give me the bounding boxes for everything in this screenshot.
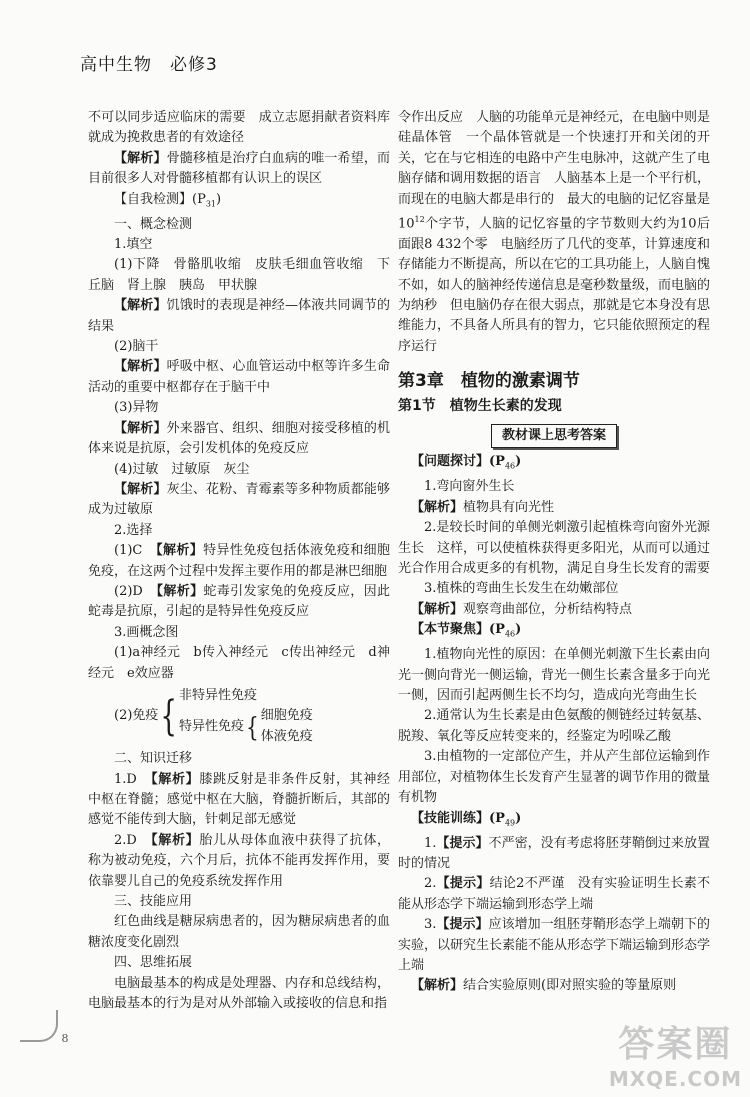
- paragraph: 三、技能应用: [114, 894, 193, 910]
- paragraph: (1)C 【解析】特异性免疫包括体液免疫和细胞免疫，在这两个过程中发挥主要作用的都是淋巴细胞: [88, 543, 390, 579]
- paragraph: 1.D 【解析】膝跳反射是非条件反射，其神经中枢在脊髓；感觉中枢在大脑，脊髓折断后，其部的感觉不能传到大脑，针刺足部无感觉: [88, 771, 390, 828]
- right-column: [398, 108, 710, 997]
- concept-root: (2)免疫: [114, 708, 159, 724]
- left-column: [88, 108, 390, 1014]
- paragraph: (2)D 【解析】蛇毒引发家兔的免疫反应，因此蛇毒是抗原，引起的是特异性免疫反应: [88, 583, 390, 620]
- concept-node: 体液免疫: [260, 728, 313, 744]
- paragraph: 【解析】结合实验原则(即对照实验的等量原则: [411, 978, 677, 994]
- paragraph: 1.弯向窗外生长: [424, 479, 515, 495]
- paragraph: 电脑最基本的构成是处理器、内存和总线结构，电脑最基本的行为是对从外部输入或接收的信息和指: [88, 975, 390, 1012]
- paragraph: 1.【提示】不严密，没有考虑将胚芽鞘倒过来放置时的情况: [398, 835, 710, 871]
- brace-icon: {: [160, 692, 177, 741]
- paragraph: 【自我检测】$(P_{31})$: [114, 191, 222, 209]
- paragraph: 2.是较长时间的单侧光刺激引起植株弯向窗外光源生长 这样，可以使植株获得更多阳光，从而可以通过光合作用合成更多的有机物，满足自身生长发育的需要: [398, 520, 711, 577]
- concept-node: 特异性免疫: [178, 718, 244, 734]
- paragraph: 【解析】植物具有向光性: [411, 499, 555, 515]
- paragraph: 【技能训练】$(P_{49})$: [411, 810, 522, 828]
- paragraph: 2.D 【解析】胎儿从母体血液中获得了抗体，称为被动免疫，六个月后，抗体不能再发挥作用，要依靠婴儿自己的免疫系统发挥作用: [88, 832, 390, 889]
- paragraph: 【解析】骨髓移植是治疗白血病的唯一希望，而目前很多人对骨髓移植都有认识上的误区: [88, 150, 390, 187]
- paragraph: (2)脑干: [114, 339, 159, 355]
- paragraph: 3.由植物的一定部位产生，并从产生部位运输到作用部位，对植物体生长发育产生显著的调节作用的微量有机物: [398, 749, 711, 806]
- paragraph: 【问题探讨】$(P_{46})$: [411, 454, 522, 472]
- paragraph: 1.填空: [114, 237, 153, 253]
- paragraph: 四、思维拓展: [114, 955, 193, 971]
- concept-node: 非特异性免疫: [178, 687, 257, 703]
- section-title: 第1节 植物生长素的发现: [398, 397, 562, 414]
- answer-box-label: 教材课上思考答案: [491, 424, 617, 448]
- immune-concept-map: [88, 686, 390, 747]
- paragraph: 二、知识迁移: [114, 751, 193, 767]
- paragraph: 【解析】外来器官、组织、细胞对接受移植的机体来说是抗原，会引发机体的免疫反应: [88, 420, 390, 457]
- paragraph: (1)下降 骨骼肌收缩 皮肤毛细血管收缩 下丘脑 肾上腺 胰岛 甲状腺: [88, 257, 390, 293]
- paragraph: 【解析】观察弯曲部位，分析结构特点: [411, 601, 633, 617]
- paragraph: 红色曲线是糖尿病患者的，因为糖尿病患者的血糖浓度变化剧烈: [88, 914, 390, 950]
- paragraph: 【本节聚焦】$(P_{46})$: [411, 622, 522, 639]
- page-curl-icon: [20, 1010, 58, 1042]
- brace-icon: {: [245, 711, 259, 743]
- paragraph: 1.植物向光性的原因：在单侧光刺激下生长素由向光一侧向背光一侧运输，背光一侧生长素含量多于向光一侧，因而引起两侧生长不均匀，造成向光弯曲生长: [398, 647, 711, 704]
- paragraph: (1)a神经元 b传入神经元 c传出神经元 d神经元 e效应器: [88, 645, 390, 681]
- page-number: 8: [20, 1010, 69, 1045]
- paragraph: 令作出反应 人脑的功能单元是神经元，在电脑中则是硅晶体管 一个晶体管就是一个快速打开和关闭的开关，它在与它相连的电路中产生电脉冲，这就产生了电脑存储和调用数据的语言 人脑基本上是一个平行机，而现在的电脑大都是串行的 最大的电脑的记忆容量是$10^{12}$个字节，人脑的记忆容量的字节数则大约为10后面跟8 432个零 电脑经历了几代的变革，计算速度和存储能力不断提高，所以在它的工具功能上，人脑自愧不如，如人的脑神经传递信息是毫秒数量级，而电脑的为纳秒 但电脑仍存在很大弱点，那就是它本身没有思维能力，不具备人所具有的智力，它只能依照预定的程序运行: [398, 110, 711, 354]
- paragraph: 3.画概念图: [114, 624, 179, 640]
- paragraph: 2.选择: [114, 522, 153, 538]
- watermark-logo: 答案圈 MXQE.COM: [608, 1024, 742, 1091]
- page-header: 高中生物 必修3: [80, 55, 218, 75]
- paragraph: 3.植株的弯曲生长发生在幼嫩部位: [424, 581, 619, 597]
- paragraph: 3.【提示】应该增加一组胚芽鞘形态学上端朝下的实验，以研究生长素能不能从形态学下端运输到形态学上端: [398, 917, 711, 973]
- paragraph: 【解析】呼吸中枢、心血管运动中枢等许多生命活动的重要中枢都存在于脑干中: [88, 359, 390, 395]
- paragraph: (4)过敏 过敏原 灰尘: [114, 461, 250, 477]
- concept-node: 细胞免疫: [260, 708, 313, 724]
- paragraph: 不可以同步适应临床的需要 成立志愿捐献者资料库就成为挽救患者的有效途径: [88, 110, 390, 146]
- paragraph: (3)异物: [114, 400, 159, 416]
- chapter-title: 第3章 植物的激素调节: [398, 371, 580, 392]
- paragraph: 2.通常认为生长素是由色氨酸的侧链经过转氨基、脱羧、氧化等反应转变来的，经鉴定为吲哚乙酸: [398, 708, 710, 744]
- paragraph: 一、概念检测: [114, 216, 193, 232]
- paragraph: 【解析】灰尘、花粉、青霉素等多种物质都能够成为过敏原: [88, 481, 390, 518]
- paragraph: 2.【提示】结论2不严谨 没有实验证明生长素不能从形态学下端运输到形态学上端: [398, 876, 710, 912]
- paragraph: 【解析】饥饿时的表现是神经—体液共同调节的结果: [88, 298, 390, 334]
